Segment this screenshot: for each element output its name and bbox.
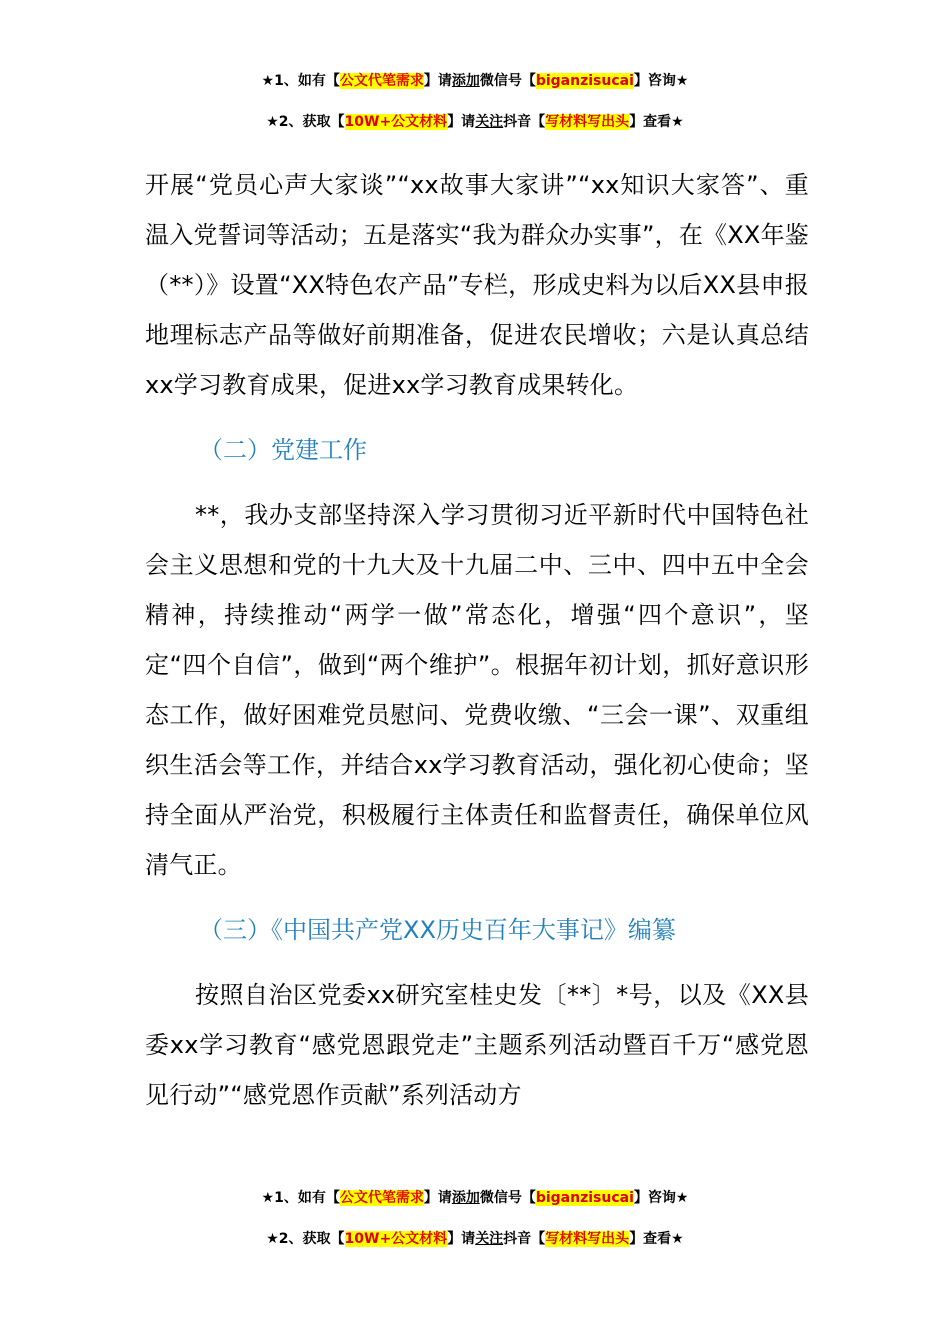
banner-underlined: 添加 [451, 1190, 480, 1206]
banner-text: 】咨询★ [633, 1190, 689, 1206]
banner-douyin-account: 写材料写出头 [545, 1231, 630, 1247]
section-heading-3: （三）《中国共产党XX历史百年大事记》编纂 [199, 916, 676, 944]
banner-underlined: 关注 [475, 114, 504, 130]
section-heading-2: （二）党建工作 [199, 436, 367, 464]
banner-wechat-id: biganzisucai [535, 1190, 634, 1206]
banner-highlight: 公文代笔需求 [339, 1190, 424, 1206]
banner-wechat-id: biganzisucai [535, 73, 634, 89]
banner-text: 微信号【 [479, 1190, 536, 1206]
banner-text: 抖音【 [503, 114, 546, 130]
paragraph-3: 按照自治区党委xx研究室桂史发〔**〕*号，以及《XX县委xx学习教育“感党恩跟党走”主题系列活动暨百千万“感党恩见行动”“感党恩作贡献”系列活动方 [145, 981, 809, 1109]
header-banner-line1 [0, 70, 950, 92]
paragraph-2: **，我办支部坚持深入学习贯彻习近平新时代中国特色社会主义思想和党的十九大及十九届二中、三中、四中五中全会精神，持续推动“两学一做”常态化，增强“四个意识”，坚定“四个自信”，做到“两个维护”。根据年初计划，抓好意识形态工作，做好困难党员慰问、党费收缴、“三会一课”、双重组织生活会等工作，并结合xx学习教育活动，强化初心使命；坚持全面从严治党，积极履行主体责任和监督责任，确保单位风清气正。 [145, 501, 809, 879]
banner-text: 】查看★ [629, 1231, 684, 1247]
banner-text: 】请 [423, 1190, 452, 1206]
banner-text: 】请 [447, 114, 476, 130]
banner-highlight: 公文代笔需求 [339, 73, 424, 89]
banner-underlined: 添加 [451, 73, 480, 89]
footer-banner-line2 [0, 1228, 950, 1250]
banner-text: ★2、获取【 [266, 1231, 345, 1247]
banner-text: 微信号【 [479, 73, 536, 89]
banner-highlight: 10W+公文材料 [344, 114, 448, 130]
banner-text: ★1、如有【 [261, 73, 340, 89]
banner-text: 】请 [447, 1231, 476, 1247]
banner-text: 】请 [423, 73, 452, 89]
banner-text: ★1、如有【 [261, 1190, 340, 1206]
banner-underlined: 关注 [475, 1231, 504, 1247]
banner-text: 抖音【 [503, 1231, 546, 1247]
paragraph-1: 开展“党员心声大家谈”“xx故事大家讲”“xx知识大家答”、重温入党誓词等活动；五是落实“我为群众办实事”，在《XX年鉴（**）》设置“XX特色农产品”专栏，形成史料为以后XX县申报地理标志产品等做好前期准备，促进农民增收；六是认真总结xx学习教育成果，促进xx学习教育成果转化。 [145, 171, 809, 399]
banner-highlight: 10W+公文材料 [344, 1231, 448, 1247]
banner-text: ★2、获取【 [266, 114, 345, 130]
footer-banner-line1 [0, 1187, 950, 1209]
banner-text: 】咨询★ [633, 73, 689, 89]
document-body [145, 160, 809, 1120]
banner-text: 】查看★ [629, 114, 684, 130]
banner-douyin-account: 写材料写出头 [545, 114, 630, 130]
header-banner-line2 [0, 111, 950, 133]
